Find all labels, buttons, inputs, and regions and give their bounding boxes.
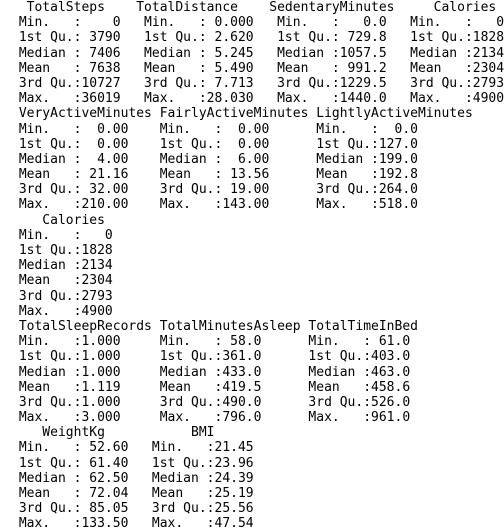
summary-row-median: Median : 62.50 Median :24.39	[11, 470, 254, 486]
summary-row-max: Max. :3.000 Max. :796.0 Max. :961.0	[11, 410, 411, 426]
summary-row-mean: Mean :1.119 Mean :419.5 Mean :458.6	[11, 379, 411, 395]
summary-header-weight: WeightKg BMI	[11, 425, 215, 441]
summary-row-min: Min. :1.000 Min. : 58.0 Min. : 61.0	[11, 334, 411, 350]
summary-row-max: Max. :36019 Max. :28.030 Max. :1440.0 Max. :4900	[11, 91, 504, 107]
summary-row-3rd-qu: 3rd Qu.:10727 3rd Qu.: 7.713 3rd Qu.:1229.5 3rd Qu.:2793	[11, 75, 504, 91]
summary-row-min: Min. : 0	[11, 227, 113, 243]
summary-row-3rd-qu: 3rd Qu.:2793	[11, 288, 113, 304]
summary-row-mean: Mean : 7638 Mean : 5.490 Mean : 991.2 Mean :2304	[11, 60, 504, 76]
summary-row-1st-qu: 1st Qu.: 61.40 1st Qu.:23.96	[11, 455, 254, 471]
summary-row-1st-qu: 1st Qu.: 0.00 1st Qu.: 0.00 1st Qu.:127.0	[11, 136, 418, 152]
summary-row-max: Max. :4900	[11, 303, 113, 319]
summary-row-3rd-qu: 3rd Qu.:1.000 3rd Qu.:490.0 3rd Qu.:526.0	[11, 394, 411, 410]
summary-header-sleep: TotalSleepRecords TotalMinutesAsleep TotalTimeInBed	[11, 318, 418, 334]
summary-row-3rd-qu: 3rd Qu.: 85.05 3rd Qu.:25.56	[11, 501, 254, 517]
summary-row-min: Min. : 52.60 Min. :21.45	[11, 440, 254, 456]
summary-row-max: Max. :133.50 Max. :47.54	[11, 516, 254, 532]
summary-header-activity: TotalSteps TotalDistance SedentaryMinutes Calories	[11, 0, 497, 15]
summary-row-1st-qu: 1st Qu.:1.000 1st Qu.:361.0 1st Qu.:403.0	[11, 349, 411, 365]
summary-row-1st-qu: 1st Qu.: 3790 1st Qu.: 2.620 1st Qu.: 729.8 1st Qu.:1828	[11, 30, 504, 46]
summary-row-1st-qu: 1st Qu.:1828	[11, 243, 113, 258]
summary-row-min: Min. : 0 Min. : 0.000 Min. : 0.0 Min. : 0	[11, 15, 504, 31]
summary-row-median: Median :2134	[11, 258, 113, 274]
summary-row-median: Median :1.000 Median :433.0 Median :463.0	[11, 364, 411, 380]
summary-row-mean: Mean :2304	[11, 273, 113, 289]
summary-row-max: Max. :210.00 Max. :143.00 Max. :518.0	[11, 197, 418, 213]
summary-row-mean: Mean : 21.16 Mean : 13.56 Mean :192.8	[11, 167, 418, 183]
summary-header-minutes: VeryActiveMinutes FairlyActiveMinutes LightlyActiveMinutes	[11, 106, 473, 122]
summary-header-calories: Calories	[11, 212, 105, 228]
summary-row-mean: Mean : 72.04 Mean :25.19	[11, 486, 254, 501]
summary-row-3rd-qu: 3rd Qu.: 32.00 3rd Qu.: 19.00 3rd Qu.:264.0	[11, 182, 418, 198]
summary-row-median: Median : 4.00 Median : 6.00 Median :199.0	[11, 151, 418, 167]
summary-row-min: Min. : 0.00 Min. : 0.00 Min. : 0.0	[11, 121, 418, 137]
summary-row-median: Median : 7406 Median : 5.245 Median :1057.5 Median :2134	[11, 45, 504, 61]
